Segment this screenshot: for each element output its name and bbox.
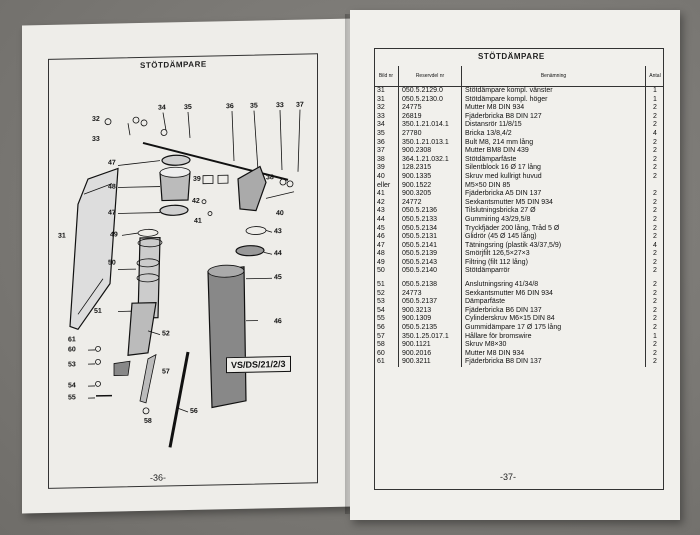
cell-reservdel: 27780	[399, 130, 462, 139]
cell-reservdel: 050.5.2141	[399, 242, 462, 251]
table-row	[374, 96, 664, 105]
cell-benamning: Stötdämpare kompl. vänster	[462, 87, 646, 96]
cell-reservdel: 900.3213	[399, 307, 462, 316]
cell-reservdel: 050.5.2143	[399, 259, 462, 268]
parts-table-header	[374, 66, 664, 87]
cell-reservdel: 050.5.2140	[399, 267, 462, 276]
callout-52: 52	[162, 330, 170, 338]
cell-reservdel: 900.1121	[399, 341, 462, 350]
cell-reservdel: 900.3211	[399, 358, 462, 367]
table-row	[374, 333, 664, 342]
header-benamning: Benämning	[462, 66, 646, 87]
cell-antal: 2	[653, 358, 657, 366]
cell-bild: 50	[374, 267, 399, 276]
cell-antal: 2	[653, 267, 657, 275]
exploded-diagram	[48, 69, 316, 475]
table-row	[374, 130, 664, 139]
cell-benamning: Fjäderbricka A5 DIN 137	[462, 190, 646, 199]
table-row	[374, 341, 664, 350]
cell-reservdel: 24772	[399, 199, 462, 208]
table-row	[374, 113, 664, 122]
cell-benamning: Tilslutningsbricka 27 Ø	[462, 207, 646, 216]
cell-antal: 2	[653, 289, 657, 297]
callout-33b: 33	[276, 101, 284, 110]
cell-benamning: Gummidämpare 17 Ø 175 lång	[462, 324, 646, 333]
cell-bild: 44	[374, 216, 399, 225]
callout-55: 55	[68, 394, 76, 402]
cell-bild: 46	[374, 233, 399, 242]
cell-antal: 4	[653, 129, 657, 137]
cell-benamning: Hållare för bromswire	[462, 333, 646, 342]
callout-47b: 47	[108, 209, 116, 217]
callout-35b: 35	[250, 102, 258, 110]
cell-bild: 54	[374, 307, 399, 316]
left-page-title: STÖTDÄMPARE	[140, 59, 207, 71]
cell-bild: 61	[374, 358, 399, 367]
cell-bild: 39	[374, 164, 399, 173]
callout-49: 49	[110, 231, 118, 239]
table-row	[374, 225, 664, 234]
table-row	[374, 281, 664, 290]
callout-48: 48	[108, 183, 116, 191]
model-designation-box: VS/DS/21/2/3	[226, 356, 291, 373]
cell-antal	[646, 182, 665, 191]
cell-bild: 52	[374, 290, 399, 299]
table-row	[374, 190, 664, 199]
table-row	[374, 267, 664, 276]
cell-benamning: Tätningsring (plastik 43/37,5/9)	[462, 242, 646, 251]
table-row	[374, 242, 664, 251]
cell-bild: 35	[374, 130, 399, 139]
cell-reservdel: 050.5.2133	[399, 216, 462, 225]
table-row	[374, 104, 664, 113]
cell-benamning: Mutter M8 DIN 934	[462, 104, 646, 113]
cell-antal: 2	[653, 164, 657, 172]
cell-antal: 2	[653, 233, 657, 241]
table-row	[374, 87, 664, 96]
cell-benamning: M5×50 DIN 85	[462, 182, 646, 191]
cell-bild: 34	[374, 121, 399, 130]
cell-bild: 48	[374, 250, 399, 259]
cell-bild: 47	[374, 242, 399, 251]
cell-benamning: Silentblock 16 Ø 17 lång	[462, 164, 646, 173]
cell-benamning: Distansrör 11/8/15	[462, 121, 646, 130]
callout-37: 37	[296, 101, 304, 109]
callout-51: 51	[94, 307, 102, 315]
callout-38: 38	[266, 174, 274, 182]
callout-57: 57	[162, 368, 170, 376]
cell-reservdel: 900.2308	[399, 147, 462, 156]
callout-35a: 35	[184, 103, 192, 112]
cell-bild: 32	[374, 104, 399, 113]
cell-antal: 2	[653, 281, 657, 289]
callout-54: 54	[68, 382, 76, 390]
callout-60: 60	[68, 346, 76, 354]
callout-42: 42	[192, 197, 200, 205]
callout-44: 44	[274, 250, 282, 258]
cell-reservdel: 050.5.2138	[399, 281, 462, 290]
callout-39: 39	[193, 175, 201, 183]
callout-31: 31	[58, 232, 66, 240]
diagram-drawing	[48, 69, 316, 475]
cell-reservdel: 900.3205	[399, 190, 462, 199]
cell-reservdel: 26819	[399, 113, 462, 122]
cell-bild: 55	[374, 315, 399, 324]
cell-benamning: Glidrör (45 Ø 145 lång)	[462, 233, 646, 242]
table-row	[374, 290, 664, 299]
cell-bild: 40	[374, 173, 399, 182]
cell-benamning: Mutter BM8 DIN 439	[462, 147, 646, 156]
cell-reservdel: 050.5.2135	[399, 324, 462, 333]
cell-bild: 53	[374, 298, 399, 307]
header-antal: Antal	[646, 66, 665, 87]
cell-reservdel: 900.1522	[399, 182, 462, 191]
callout-46: 46	[274, 318, 282, 326]
cell-antal: 2	[653, 250, 657, 258]
cell-bild: 56	[374, 324, 399, 333]
cell-bild: 43	[374, 207, 399, 216]
cell-antal: 2	[653, 349, 657, 357]
table-row	[374, 199, 664, 208]
cell-benamning: Gummiring 43/29,5/8	[462, 216, 646, 225]
cell-antal: 2	[653, 190, 657, 198]
table-row	[374, 121, 664, 130]
cell-bild: 57	[374, 333, 399, 342]
cell-benamning: Cylinderskruv M6×15 DIN 84	[462, 315, 646, 324]
cell-reservdel: 050.5.2136	[399, 207, 462, 216]
cell-reservdel: 050.5.2131	[399, 233, 462, 242]
callout-36: 36	[226, 103, 234, 111]
cell-antal: 2	[653, 112, 657, 120]
cell-reservdel: 050.5.2134	[399, 225, 462, 234]
left-page	[22, 19, 354, 514]
cell-antal: 2	[653, 147, 657, 155]
cell-benamning: Stötdämparfäste	[462, 156, 646, 165]
table-row	[374, 233, 664, 242]
cell-antal: 2	[653, 341, 657, 349]
cell-benamning: Dämparfäste	[462, 298, 646, 307]
table-row	[374, 182, 664, 191]
table-row	[374, 298, 664, 307]
cell-antal: 2	[653, 215, 657, 223]
cell-antal: 2	[653, 207, 657, 215]
callout-53: 53	[68, 361, 76, 369]
cell-benamning: Smörjfilt 126,5×27×3	[462, 250, 646, 259]
cell-reservdel: 050.5.2139	[399, 250, 462, 259]
table-row	[374, 250, 664, 259]
table-row	[374, 324, 664, 333]
cell-bild: 31	[374, 96, 399, 105]
table-row	[374, 164, 664, 173]
cell-antal: 2	[653, 315, 657, 323]
cell-reservdel: 050.5.2137	[399, 298, 462, 307]
table-row	[374, 315, 664, 324]
table-row	[374, 139, 664, 148]
callout-43: 43	[274, 228, 282, 236]
cell-antal: 2	[653, 138, 657, 146]
cell-antal: 1	[653, 332, 657, 340]
cell-antal: 2	[653, 121, 657, 129]
cell-antal: 2	[653, 155, 657, 163]
table-row	[374, 207, 664, 216]
cell-bild: eller	[374, 182, 399, 191]
cell-bild: 51	[374, 281, 399, 290]
table-row	[374, 173, 664, 182]
cell-bild: 41	[374, 190, 399, 199]
right-page	[350, 10, 680, 520]
cell-antal: 2	[653, 224, 657, 232]
cell-benamning: Sexkantsmutter M6 DIN 934	[462, 290, 646, 299]
cell-antal: 2	[653, 198, 657, 206]
cell-benamning: Stötdämpare kompl. höger	[462, 96, 646, 105]
cell-benamning: Fjäderbricka B8 DIN 127	[462, 113, 646, 122]
cell-reservdel: 350.1.25.017.1	[399, 333, 462, 342]
cell-reservdel: 900.1335	[399, 173, 462, 182]
cell-benamning: Fjäderbricka B8 DIN 137	[462, 358, 646, 367]
callout-56: 56	[190, 407, 198, 415]
cell-benamning: Tryckfjäder 200 lång, Tråd 5 Ø	[462, 225, 646, 234]
cell-benamning: Skruv M8×30	[462, 341, 646, 350]
header-bild: Bild nr	[374, 66, 399, 87]
table-row	[374, 259, 664, 268]
header-reservdel: Reservdel nr	[399, 66, 462, 87]
cell-reservdel: 24775	[399, 104, 462, 113]
table-row	[374, 307, 664, 316]
cell-benamning: Stötdämparrör	[462, 267, 646, 276]
cell-benamning: Filtring (filt 112 lång)	[462, 259, 646, 268]
cell-bild: 36	[374, 139, 399, 148]
cell-antal: 2	[653, 172, 657, 180]
callout-34: 34	[158, 104, 166, 112]
cell-bild: 60	[374, 350, 399, 359]
cell-bild: 45	[374, 225, 399, 234]
callout-45: 45	[274, 274, 282, 282]
cell-reservdel: 050.5.2130.0	[399, 96, 462, 105]
cell-reservdel: 128.2315	[399, 164, 462, 173]
table-row	[374, 147, 664, 156]
callout-40: 40	[276, 209, 284, 218]
cell-bild: 37	[374, 147, 399, 156]
callout-47a: 47	[108, 159, 116, 167]
cell-antal: 2	[653, 306, 657, 314]
right-page-title: STÖTDÄMPARE	[478, 52, 545, 61]
cell-benamning: Anslutningsring 41/34/8	[462, 281, 646, 290]
callout-61: 61	[68, 336, 76, 344]
cell-bild: 49	[374, 259, 399, 268]
table-row	[374, 350, 664, 359]
cell-benamning: Bult M8, 214 mm lång	[462, 139, 646, 148]
cell-benamning: Bricka 13/8,4/2	[462, 130, 646, 139]
callout-58: 58	[144, 417, 152, 425]
table-row	[374, 358, 664, 367]
cell-reservdel: 050.5.2129.0	[399, 87, 462, 96]
cell-reservdel: 900.1309	[399, 315, 462, 324]
cell-reservdel: 24773	[399, 290, 462, 299]
cell-antal: 2	[653, 104, 657, 112]
cell-antal: 2	[653, 324, 657, 332]
cell-benamning: Mutter M8 DIN 934	[462, 350, 646, 359]
cell-antal: 1	[653, 95, 657, 103]
cell-bild: 33	[374, 113, 399, 122]
parts-table-body	[374, 87, 664, 368]
cell-antal: 4	[653, 241, 657, 249]
cell-reservdel: 364.1.21.032.1	[399, 156, 462, 165]
callout-41: 41	[194, 217, 202, 225]
callout-32: 32	[92, 115, 100, 124]
cell-benamning: Fjäderbricka B6 DIN 137	[462, 307, 646, 316]
cell-bild: 58	[374, 341, 399, 350]
cell-reservdel: 350.1.21.013.1	[399, 139, 462, 148]
cell-antal: 2	[653, 298, 657, 306]
cell-antal: 1	[653, 87, 657, 94]
right-page-number: -37-	[500, 472, 517, 482]
cell-reservdel: 900.2016	[399, 350, 462, 359]
table-row	[374, 216, 664, 225]
cell-reservdel: 350.1.21.014.1	[399, 121, 462, 130]
cell-antal: 2	[653, 258, 657, 266]
cell-benamning: Sexkantsmutter M5 DIN 934	[462, 199, 646, 208]
left-page-number: -36-	[150, 472, 167, 483]
cell-bild: 31	[374, 87, 399, 96]
cell-bild: 38	[374, 156, 399, 165]
callout-33a: 33	[92, 135, 100, 144]
cell-benamning: Skruv med kullrigt huvud	[462, 173, 646, 182]
callout-50: 50	[108, 259, 116, 267]
cell-bild: 42	[374, 199, 399, 208]
parts-table	[374, 66, 664, 367]
